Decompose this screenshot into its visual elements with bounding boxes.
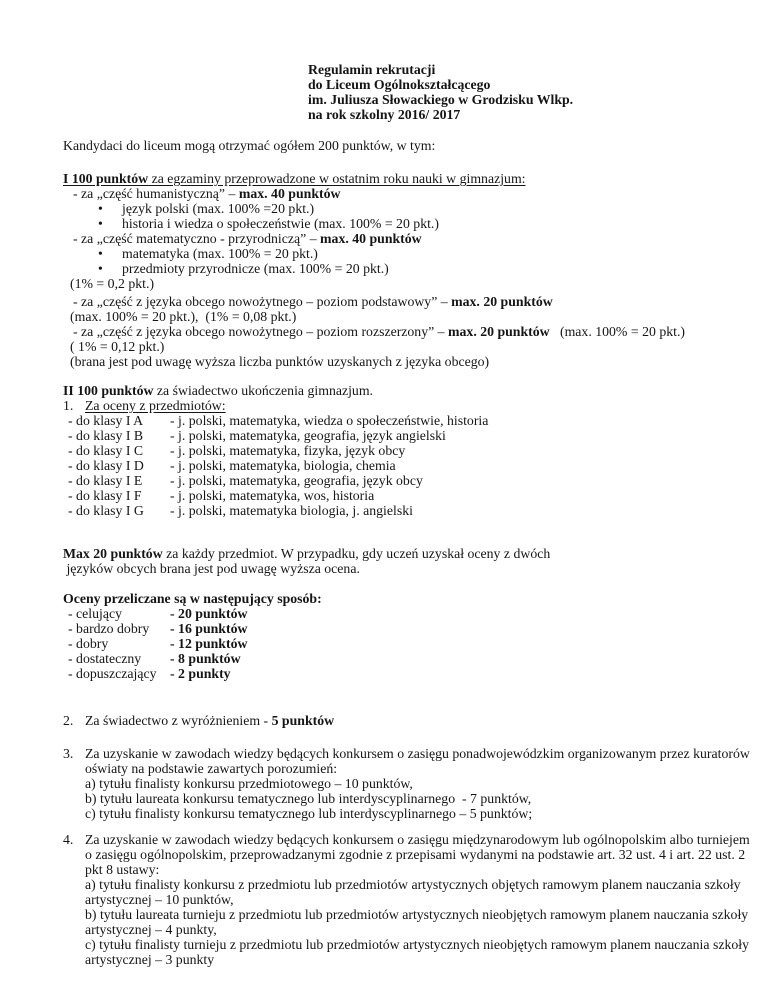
language-higher-note: (brana jest pod uwagę wyższa liczba punktów uzyskanych z języka obcego): [70, 354, 490, 369]
section-certificate-heading-bold: II 100 punktów: [63, 383, 154, 398]
title-line-1: Regulamin rekrutacji: [308, 62, 436, 77]
class-label: - do klasy I B: [68, 428, 144, 443]
max-points-paragraph: [63, 546, 757, 576]
item-3-contests: [63, 746, 757, 821]
section-certificate-heading: [63, 383, 757, 398]
bullet-text-science: przedmioty przyrodnicze (max. 100% = 20 pkt.): [122, 261, 389, 276]
grade-label: - dopuszczający: [68, 666, 157, 681]
class-label: - do klasy I G: [68, 503, 144, 518]
title-line-3: im. Juliusza Słowackiego w Grodzisku Wlkp.: [308, 92, 574, 107]
list-item: [98, 261, 757, 276]
max-points-line2: języków obcych brana jest pod uwagę wyższa ocena.: [63, 561, 360, 576]
math-percent-note: (1% = 0,2 pkt.): [70, 276, 155, 291]
bullet-text-polish: język polski (max. 100% =20 pkt.): [122, 201, 315, 216]
list-item: [98, 216, 757, 231]
class-label: - do klasy I A: [68, 413, 144, 428]
item-4-point-b: b) tytułu laureata turnieju z przedmiotu lub przedmiotów artystycznych nieobjętych ramowym planem nauczania szkoły artystycznej – 4 punkty,: [85, 907, 752, 937]
item-1-grades-per-subject: [63, 398, 757, 413]
list-item: [98, 201, 757, 216]
grade-points: - 8 punktów: [170, 651, 241, 666]
item-4-national-contests: [63, 832, 757, 967]
list-item: [68, 621, 757, 636]
document-title: [308, 0, 757, 122]
item-4-point-c: c) tytułu finalisty turnieju z przedmiotu lub przedmiotów artystycznych nieobjętych ramowym planem nauczania szkoły artystycznej – 3 punkty: [85, 937, 753, 967]
item-1-number: 1.: [63, 398, 74, 413]
bullet-text-history: historia i wiedza o społeczeństwie (max. 100% = 20 pkt.): [122, 216, 439, 231]
bullet-icon: •: [98, 246, 103, 261]
grade-points: - 12 punktów: [170, 636, 248, 651]
class-label: - do klasy I E: [68, 473, 143, 488]
grade-points: - 2 punkty: [170, 666, 231, 681]
list-item: [68, 636, 757, 651]
section-exams-heading-rest: za egzaminy przeprowadzone w ostatnim roku nauki w gimnazjum:: [148, 171, 526, 186]
language-extended-note: ( 1% = 0,12 pkt.): [70, 339, 165, 354]
item-4-intro: Za uzyskanie w zawodach wiedzy będących konkursem o zasięgu międzynarodowym lub ogólnopolskim albo turniejem o zasięgu ogólnopolskim, przeprowadzanymi zgodnie z przepisami wydanymi na podstawie art. 32 ust. 4 i art. 22 ust. 2 pkt 8 ustawy:: [85, 832, 754, 877]
item-2-points: 5 punktów: [271, 713, 335, 728]
class-subject-list: [63, 413, 757, 518]
item-2-number: 2.: [63, 713, 74, 728]
humanities-part-max: max. 40 punktów: [238, 186, 341, 201]
grade-label: - dostateczny: [68, 651, 142, 666]
grade-conversion-list: [63, 606, 757, 681]
item-2-distinction: [63, 713, 757, 728]
grade-label: - dobry: [68, 636, 109, 651]
language-extended-max: max. 20 punktów: [448, 324, 550, 339]
class-label: - do klasy I C: [68, 443, 144, 458]
section-certificate-heading-rest: za świadectwo ukończenia gimnazjum.: [153, 383, 374, 398]
bullet-icon: •: [98, 261, 103, 276]
list-item: [68, 651, 757, 666]
title-line-2: do Liceum Ogólnokształcącego: [308, 77, 491, 92]
bullet-icon: •: [98, 216, 103, 231]
class-subjects: - j. polski, matematyka biologia, j. angielski: [170, 503, 413, 518]
bullet-icon: •: [98, 201, 103, 216]
language-basic-line: [73, 294, 757, 309]
table-row: [68, 473, 757, 488]
language-basic-text: - za „część z języka obcego nowożytnego – poziom podstawowy” –: [73, 294, 452, 309]
class-subjects: - j. polski, matematyka, geografia, język obcy: [170, 473, 423, 488]
title-line-4: na rok szkolny 2016/ 2017: [308, 107, 461, 122]
class-subjects: - j. polski, matematyka, fizyka, język obcy: [170, 443, 406, 458]
class-subjects: - j. polski, matematyka, biologia, chemia: [170, 458, 396, 473]
math-part-line: [73, 231, 757, 246]
language-basic-note: (max. 100% = 20 pkt.), (1% = 0,08 pkt.): [70, 309, 297, 324]
item-3-intro: Za uzyskanie w zawodach wiedzy będących konkursem o zasięgu ponadwojewódzkim organizowanym przez kuratorów oświaty na podstawie zawartych porozumień:: [85, 746, 754, 776]
table-row: [68, 458, 757, 473]
language-extended-line: [73, 324, 757, 339]
table-row: [68, 488, 757, 503]
table-row: [68, 443, 757, 458]
language-extended-text: - za „część z języka obcego nowożytnego – poziom rozszerzony” –: [73, 324, 449, 339]
class-subjects: - j. polski, matematyka, wiedza o społeczeństwie, historia: [170, 413, 489, 428]
grade-label: - bardzo dobry: [68, 621, 150, 636]
grade-points: - 20 punktów: [170, 606, 248, 621]
class-subjects: - j. polski, matematyka, wos, historia: [170, 488, 375, 503]
max-points-bold: Max 20 punktów: [63, 546, 163, 561]
language-basic-max: max. 20 punktów: [451, 294, 553, 309]
item-3-number: 3.: [63, 746, 74, 761]
item-3-point-a: a) tytułu finalisty konkursu przedmiotowego – 10 punktów,: [85, 776, 413, 791]
grade-conversion-heading: Oceny przeliczane są w następujący sposób:: [63, 591, 322, 606]
intro-paragraph: Kandydaci do liceum mogą otrzymać ogółem 200 punktów, w tym:: [63, 138, 436, 153]
grade-points: - 16 punktów: [170, 621, 248, 636]
section-exams-heading-bold: I 100 punktów: [63, 171, 149, 186]
bullet-text-math: matematyka (max. 100% = 20 pkt.): [122, 246, 318, 261]
language-extended-suffix: (max. 100% = 20 pkt.): [549, 324, 686, 339]
grade-label: - celujący: [68, 606, 123, 621]
table-row: [68, 413, 757, 428]
item-2-text: Za świadectwo z wyróżnieniem -: [85, 713, 272, 728]
list-item: [68, 666, 757, 681]
math-part-text: - za „część matematyczno - przyrodniczą” –: [73, 231, 321, 246]
item-3-point-c: c) tytułu finalisty konkursu tematycznego lub interdyscyplinarnego – 5 punktów;: [85, 806, 533, 821]
humanities-part-text: - za „część humanistyczną” –: [73, 186, 239, 201]
table-row: [68, 503, 757, 518]
section-exams: [63, 171, 757, 369]
class-subjects: - j. polski, matematyka, geografia, język angielski: [170, 428, 446, 443]
document-content: [63, 0, 757, 967]
section-exams-heading: [63, 171, 757, 186]
item-4-point-a: a) tytułu finalisty konkursu z przedmiotu lub przedmiotów artystycznych objętych ramowym planem nauczania szkoły artystycznej – 10 punktów,: [85, 877, 745, 907]
math-part-max: max. 40 punktów: [320, 231, 422, 246]
class-label: - do klasy I F: [68, 488, 142, 503]
max-points-rest: za każdy przedmiot. W przypadku, gdy uczeń uzyskał oceny z dwóch: [162, 546, 551, 561]
item-4-number: 4.: [63, 832, 74, 847]
humanities-part-line: [73, 186, 757, 201]
table-row: [68, 428, 757, 443]
list-item: [68, 606, 757, 621]
item-1-title: Za oceny z przedmiotów:: [85, 398, 226, 413]
class-label: - do klasy I D: [68, 458, 144, 473]
item-3-point-b: b) tytułu laureata konkursu tematycznego lub interdyscyplinarnego - 7 punktów,: [85, 791, 532, 806]
list-item: [98, 246, 757, 261]
